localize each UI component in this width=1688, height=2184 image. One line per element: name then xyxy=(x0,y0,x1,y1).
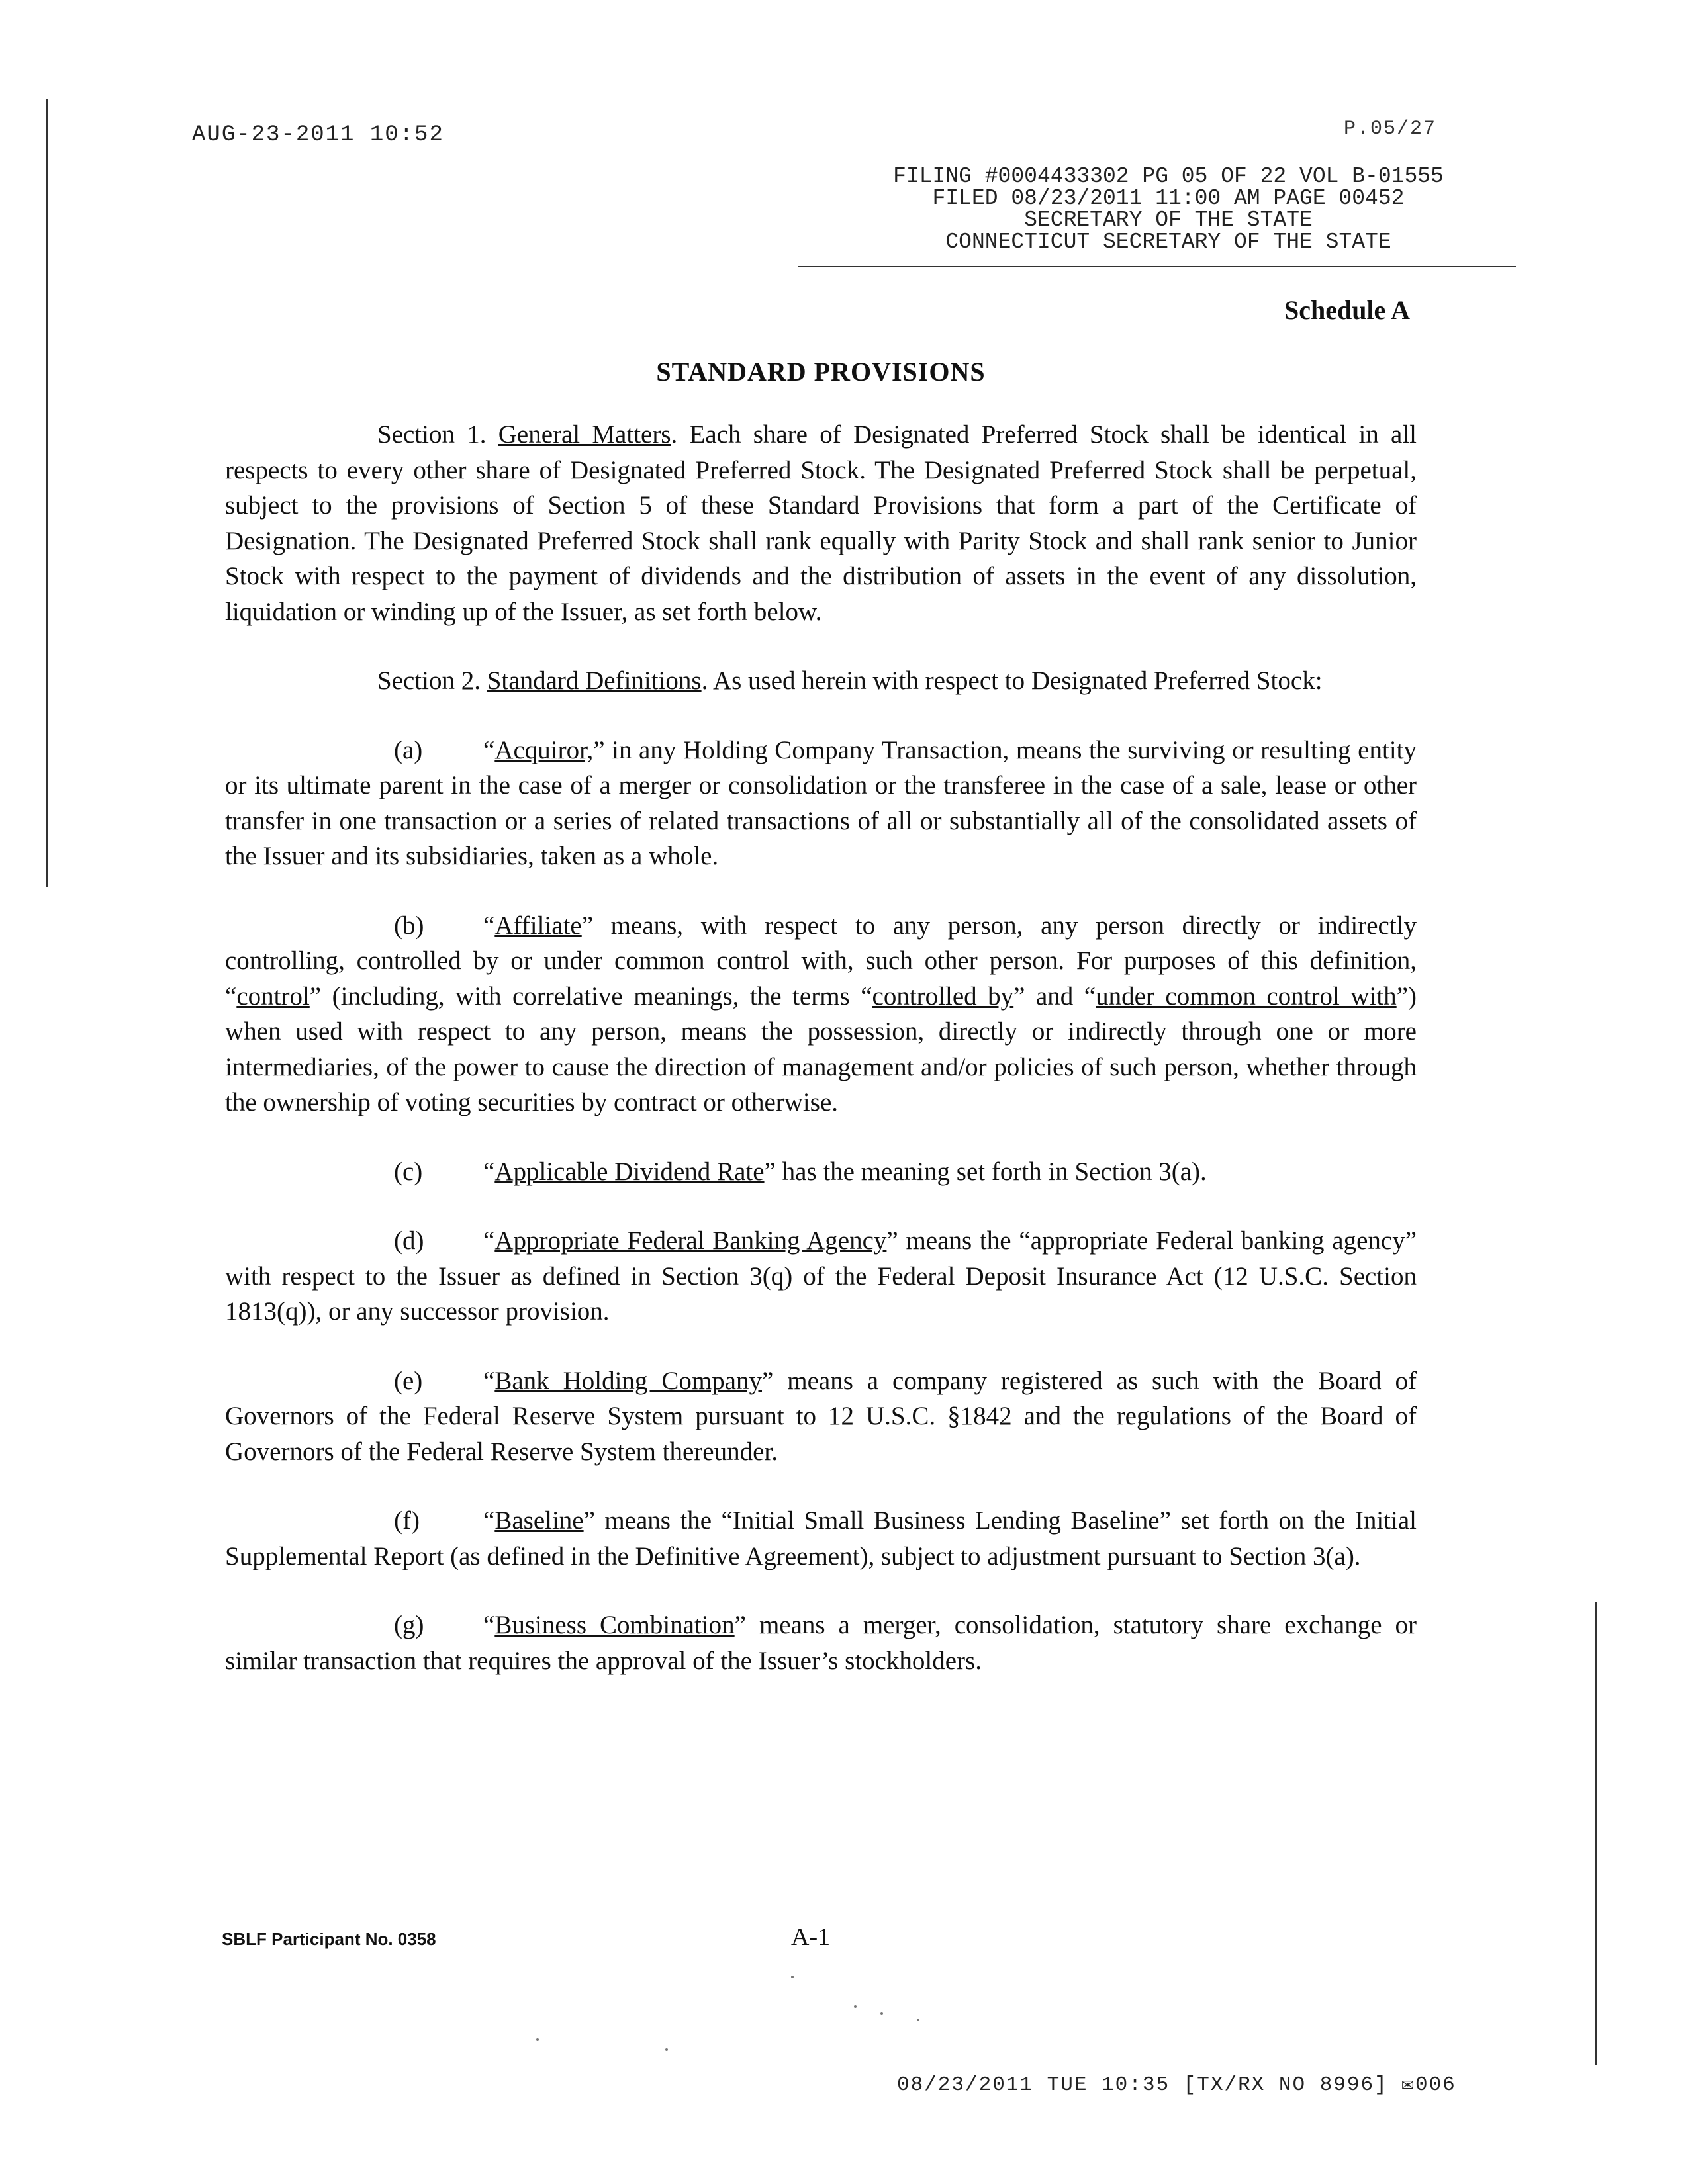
definition-a-term: Acquiror, xyxy=(494,735,594,764)
definition-f-text: means the “Initial Small Business Lending Baseline” set forth on the Initial Supplemental Report (as defined in the Definitive Agreement), subject to adjustment pursuant to Section 3(a). xyxy=(225,1506,1417,1570)
filing-stamp xyxy=(854,165,1483,253)
definition-b-text-2: (including, with correlative meanings, the terms xyxy=(321,981,861,1011)
document-body xyxy=(225,417,1417,1712)
definition-a-letter: (a) xyxy=(394,735,423,764)
filing-stamp-line-1: FILING #0004433302 PG 05 OF 22 VOL B-01555 xyxy=(893,164,1444,189)
scan-speck xyxy=(791,1976,794,1978)
scan-speck xyxy=(854,2005,857,2008)
filing-stamp-line-3: SECRETARY OF THE STATE xyxy=(1024,208,1313,232)
definition-c: (c) “Applicable Dividend Rate” has the meaning set forth in Section 3(a). xyxy=(225,1154,1417,1190)
definition-g-text: means a merger, consolidation, statutory share exchange or similar transaction that requires the approval of the Issuer’s stockholders. xyxy=(225,1611,1417,1675)
definition-f: (f) “Baseline” means the “Initial Small Business Lending Baseline” set forth on the Initial Supplemental Report (as defined in the Definitive Agreement), subject to adjustment pursuant to Section 3(a). xyxy=(225,1503,1417,1574)
definition-e: (e) “Bank Holding Company” means a company registered as such with the Board of Governors of the Federal Reserve System pursuant to 12 U.S.C. §1842 and the regulations of the Board of Governors of the Federal Reserve System thereunder. xyxy=(225,1363,1417,1470)
schedule-label: Schedule A xyxy=(1284,295,1410,325)
definition-f-letter: (f) xyxy=(394,1506,420,1535)
page-number: A-1 xyxy=(791,1923,831,1951)
filing-stamp-rule xyxy=(798,266,1516,267)
scan-speck xyxy=(665,2048,668,2051)
section-2-number: Section 2. xyxy=(377,666,481,695)
section-1-number: Section 1. xyxy=(377,420,487,449)
definition-c-text: has the meaning set forth in Section 3(a). xyxy=(775,1157,1207,1186)
definition-c-letter: (c) xyxy=(394,1157,423,1186)
scan-speck xyxy=(917,2019,919,2021)
definition-e-letter: (e) xyxy=(394,1366,423,1395)
scan-speck xyxy=(536,2038,539,2041)
definition-b-letter: (b) xyxy=(394,911,424,940)
definition-d: (d) “Appropriate Federal Banking Agency” means the “appropriate Federal banking agency” with respect to the Issuer as defined in Section 3(q) of the Federal Deposit Insurance Act (12 U.S.C. Section 1813(q)), or any successor provision. xyxy=(225,1223,1417,1330)
definition-b-text-4: ) when used with respect to any person, means the possession, directly or indirectly through one or more intermediaries, of the power to cause the direction of management and/or policies of such person, whether through the ownership of voting securities by contract or otherwise. xyxy=(225,981,1417,1116)
definition-g-term: Business Combination xyxy=(494,1611,735,1639)
definition-b-text-1: means, with respect to any person, any person directly or indirectly controlling, controlled by or under common control with, such other person. For purposes of this definition, xyxy=(225,911,1417,975)
fax-header: AUG-23-2011 10:52 xyxy=(192,122,444,148)
definition-b-text-3: and xyxy=(1025,981,1084,1011)
definition-b-term-controlled-by: controlled by xyxy=(872,981,1014,1011)
participant-number: SBLF Participant No. 0358 xyxy=(222,1929,436,1949)
definition-e-text: means a company registered as such with the Board of Governors of the Federal Reserve System pursuant to 12 U.S.C. §1842 and the regulations of the Board of Governors of the Federal Reserve System thereunder. xyxy=(225,1366,1417,1466)
section-1-paragraph: Section 1. General Matters. Each share of Designated Preferred Stock shall be identical in all respects to every other share of Designated Preferred Stock. The Designated Preferred Stock shall be perpetual, subject to the provisions of Section 5 of these Standard Provisions that form a part of the Certificate of Designation. The Designated Preferred Stock shall rank equally with Parity Stock and shall rank senior to Junior Stock with respect to the payment of dividends and the distribution of assets in the event of any dissolution, liquidation or winding up of the Issuer, as set forth below. xyxy=(225,420,1417,626)
definition-b-term-under-common: under common control with xyxy=(1096,981,1397,1011)
left-margin-scan-line xyxy=(46,99,48,887)
definition-b-term-control: control xyxy=(236,981,310,1011)
definition-f-term: Baseline xyxy=(494,1506,584,1535)
section-1-title: General Matters xyxy=(498,420,671,449)
page-title: STANDARD PROVISIONS xyxy=(656,357,986,387)
right-margin-scan-line xyxy=(1595,1602,1597,2065)
definition-g: (g) “Business Combination” means a merger, consolidation, statutory share exchange or similar transaction that requires the approval of the Issuer’s stockholders. xyxy=(225,1608,1417,1678)
definition-g-letter: (g) xyxy=(394,1611,424,1639)
section-1-text: Each share of Designated Preferred Stock shall be identical in all respects to every other share of Designated Preferred Stock. The Designated Preferred Stock shall be perpetual, subject to the provisions of Section 5 of these Standard Provisions that form a part of the Certificate of Designation. The Designated Preferred Stock shall rank equally with Parity Stock and shall rank senior to Junior Stock with respect to the payment of dividends and the distribution of assets in the event of any dissolution, liquidation or winding up of the Issuer, as set forth below. xyxy=(225,420,1417,626)
definition-c-term: Applicable Dividend Rate xyxy=(494,1157,765,1186)
definition-e-term: Bank Holding Company xyxy=(494,1366,762,1395)
page-corner-mark: P.05/27 xyxy=(1344,118,1437,140)
section-2-title: Standard Definitions xyxy=(487,666,702,695)
filing-stamp-line-4: CONNECTICUT SECRETARY OF THE STATE xyxy=(945,230,1391,254)
definition-a-text: in any Holding Company Transaction, means the surviving or resulting entity or its ultimate parent in the case of a merger or consolidation or the transferee in the case of a sale, lease or other transfer in one transaction or a series of related transactions of all or substantially all of the consolidated assets of the Issuer and its subsidiaries, taken as a whole. xyxy=(225,735,1417,870)
definition-d-term: Appropriate Federal Banking Agency xyxy=(494,1226,887,1255)
definition-d-letter: (d) xyxy=(394,1226,424,1255)
fax-footer: 08/23/2011 TUE 10:35 [TX/RX NO 8996] ✉006 xyxy=(897,2073,1456,2097)
definition-b-term: Affiliate xyxy=(494,911,582,940)
scan-speck xyxy=(880,2012,883,2015)
definition-a: (a) “Acquiror,” in any Holding Company Transaction, means the surviving or resulting entity or its ultimate parent in the case of a merger or consolidation or the transferee in the case of a sale, lease or other transfer in one transaction or a series of related transactions of all or substantially all of the consolidated assets of the Issuer and its subsidiaries, taken as a whole. xyxy=(225,733,1417,874)
section-2-paragraph: Section 2. Standard Definitions. As used herein with respect to Designated Preferred Stock: xyxy=(377,666,1323,695)
filing-stamp-line-2: FILED 08/23/2011 11:00 AM PAGE 00452 xyxy=(932,186,1405,210)
section-2-text: As used herein with respect to Designated Preferred Stock: xyxy=(712,666,1323,695)
definition-b: (b) “Affiliate” means, with respect to any person, any person directly or indirectly controlling, controlled by or under common control with, such other person. For purposes of this definition, “control” (including, with correlative meanings, the terms “controlled by” and “under common control with”) when used with respect to any person, means the possession, directly or indirectly through one or more intermediaries, of the power to cause the direction of management and/or policies of such person, whether through the ownership of voting securities by contract or otherwise. xyxy=(225,908,1417,1120)
definition-d-text: means the “appropriate Federal banking agency” with respect to the Issuer as defined in Section 3(q) of the Federal Deposit Insurance Act (12 U.S.C. Section 1813(q)), or any successor provision. xyxy=(225,1226,1417,1326)
